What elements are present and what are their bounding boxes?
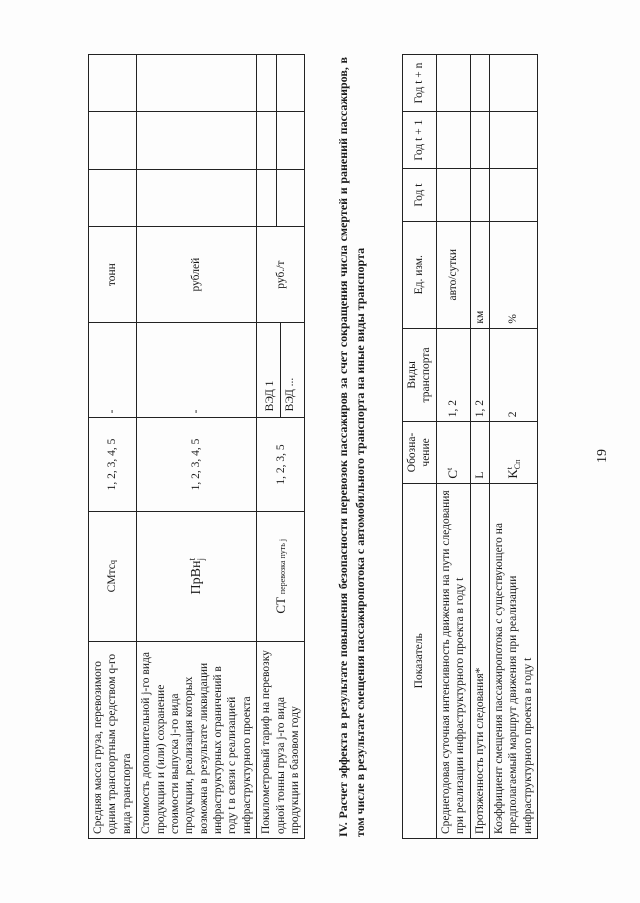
year-cell — [470, 169, 489, 222]
year-cell — [489, 112, 537, 169]
modes-cell: 1, 2, 3, 4, 5 — [89, 418, 137, 511]
unit-cell: тонн — [89, 227, 137, 323]
column-header: Обозна-чение — [403, 422, 437, 483]
year-cell — [89, 55, 137, 112]
modes-cell: 2 — [489, 328, 537, 422]
year-cell — [489, 169, 537, 222]
ved-item: ВЭД 1 — [261, 323, 281, 417]
unit-cell: авто/сутки — [436, 221, 470, 328]
detail-cell: - — [89, 323, 137, 418]
year-cell — [489, 55, 537, 112]
modes-cell: 1, 2, 3, 5 — [257, 418, 305, 511]
table-row — [137, 55, 257, 839]
detail-cell — [257, 323, 305, 418]
year-cell — [257, 112, 305, 169]
modes-cell: 1, 2 — [436, 328, 470, 422]
column-header: Ед. изм. — [403, 221, 437, 328]
modes-cell: 1, 2, 3, 4, 5 — [137, 418, 257, 511]
symbol-cell: K t Сп — [489, 422, 537, 483]
year-cell — [89, 112, 137, 169]
symbol-cell: СМтсq — [89, 511, 137, 641]
table-row — [489, 55, 537, 839]
unit-cell: рублей — [137, 227, 257, 323]
column-header: Год t — [403, 169, 437, 222]
modes-cell: 1, 2 — [470, 328, 489, 422]
table-header-row — [403, 55, 437, 839]
indicator-cell: Стоимость дополнительной j-го вида продукции и (или) сохранение стоимости выпуска j-го вида продукции, реализация которых возможна в результате ликвидации инфраструктурных ограничений в году t в связи с реализацией инфраструктурного проекта — [137, 641, 257, 838]
unit-cell: руб./т — [257, 227, 305, 323]
year-cell — [89, 169, 137, 226]
column-header: Виды транспорта — [403, 328, 437, 422]
symbol-cell: L — [470, 422, 489, 483]
symbol-cell: ПрВн t j — [137, 511, 257, 641]
year-cell — [137, 55, 257, 112]
safety-effect-table — [402, 54, 538, 839]
symbol-cell: $C^t$ — [436, 422, 470, 483]
unit-cell: км — [470, 221, 489, 328]
detail-cell: - — [137, 323, 257, 418]
year-cell — [436, 55, 470, 112]
indicator-cell: Покилометровый тариф на перевозку одной тонны груза j-го вида продукции в базовом году — [257, 641, 305, 838]
section-heading: IV. Расчет эффекта в результате повышения безопасности перевозок пассажиров за счет сокращения числа смертей и ранений пассажиров, в том числе в результате смещения пассажиропотока с автомобильного транспорта на иные виды транспорта — [336, 57, 368, 837]
indicator-cell: Среднегодовая суточная интенсивность движения на пути следования при реализации инфраструктурного проекта в году t — [436, 483, 470, 838]
table-row — [436, 55, 470, 839]
symbol-cell: СТ перевозка путь j — [257, 511, 305, 641]
column-header: Год t + 1 — [403, 112, 437, 169]
year-cell — [470, 112, 489, 169]
column-header: Показатель — [403, 483, 437, 838]
year-cell — [257, 169, 305, 226]
page-number: 19 — [595, 449, 610, 463]
year-cell — [137, 169, 257, 226]
column-header: Год t + n — [403, 55, 437, 112]
table-row — [257, 55, 305, 839]
year-cell — [470, 55, 489, 112]
table-row — [470, 55, 489, 839]
year-cell — [257, 55, 305, 112]
year-cell — [436, 112, 470, 169]
indicators-table-continued — [88, 54, 305, 839]
ved-item: ВЭД ... — [284, 377, 297, 412]
year-cell — [137, 112, 257, 169]
indicator-cell: Средняя масса груза, перевозимого одним транспортным средством q-го вида транспорта — [89, 641, 137, 838]
table-row — [89, 55, 137, 839]
indicator-cell: Коэффициент смещения пассажиропотока с существующего на предполагаемый маршрут движения при реализации инфраструктурного проекта в году t — [489, 483, 537, 838]
year-cell — [436, 169, 470, 222]
unit-cell: % — [489, 221, 537, 328]
indicator-cell: Протяженность пути следования* — [470, 483, 489, 838]
